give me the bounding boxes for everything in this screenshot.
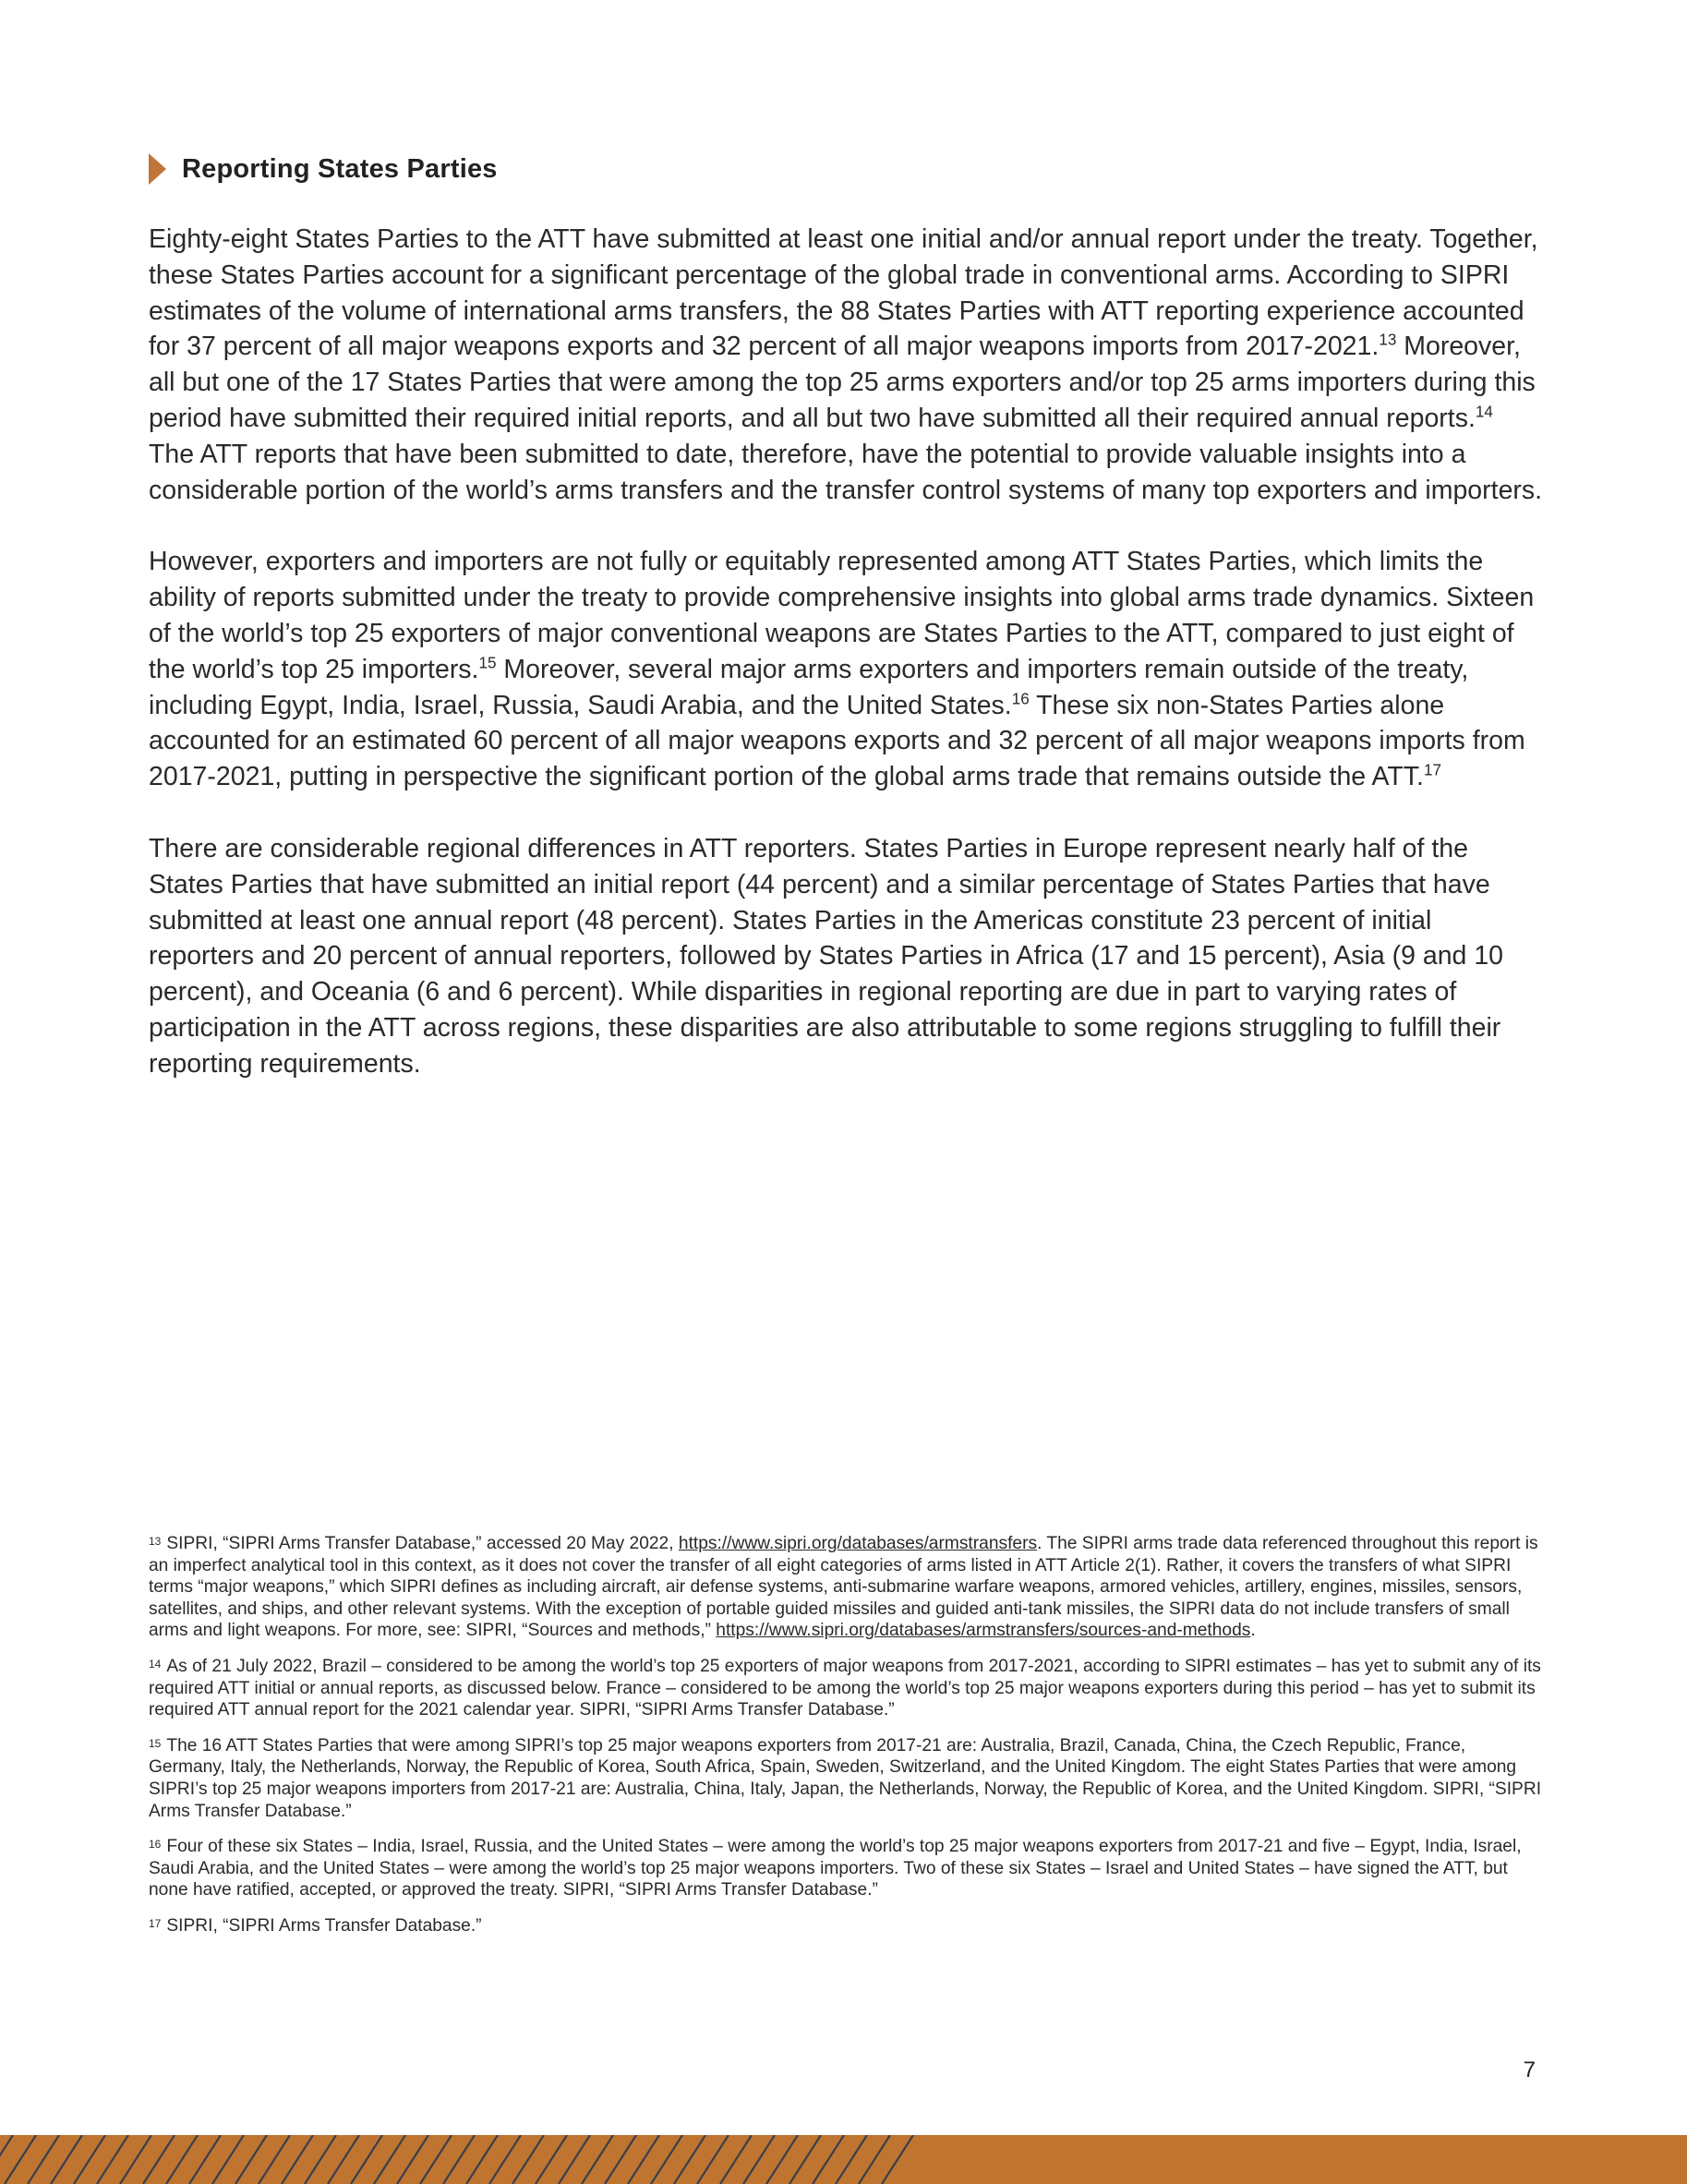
footnote-reference: 15 (478, 654, 497, 672)
paragraph-text: However, exporters and importers are not fully or equitably represented among ATT States Parties, which limits the ability of reports submitted under the treaty to provide comprehensive insights into global arms trade dynamics. Sixteen of the world’s top 25 exporters of major conventional weapons are States Parties to the ATT, compared to just eight of the world’s top 25 importers. (149, 547, 1535, 684)
footnote-number: 17 (149, 1916, 162, 1930)
footnote-reference: 16 (1011, 690, 1030, 708)
paragraph-text: The ATT reports that have been submitted to date, therefore, have the potential to provide valuable insights into a considerable portion of the world’s arms transfers and the transfer control systems of many top exporters and importers. (149, 439, 1543, 505)
paragraph-text: There are considerable regional differences in ATT reporters. States Parties in Europe represent nearly half of the States Parties that have submitted an initial report (44 percent) and a similar percentage of States Parties that have submitted at least one annual report (48 percent). States Parties in the Americas constitute 23 percent of initial reporters and 20 percent of annual reporters, followed by States Parties in Africa (17 and 15 percent), Asia (9 and 10 percent), and Oceania (6 and 6 percent). While disparities in regional reporting are due in part to varying rates of participation in the ATT across regions, these disparities are also attributable to some regions struggling to fulfill their reporting requirements. (149, 833, 1504, 1079)
body-text (149, 222, 1543, 1118)
section-title: Reporting States Parties (182, 153, 498, 184)
footnote-number: 13 (149, 1535, 162, 1548)
triangle-bullet-icon (149, 153, 166, 185)
footnote-reference: 13 (1379, 331, 1397, 349)
footnote-number: 15 (149, 1736, 162, 1750)
footnote (149, 1836, 1543, 1901)
footnotes (149, 1533, 1543, 1951)
body-paragraph (149, 222, 1543, 508)
hatch-stripe (0, 2135, 13, 2184)
footnote-text: . The SIPRI arms trade data referenced throughout this report is an imperfect analytical tool in this context, as it does not cover the transfer of all eight categories of arms listed in ATT Article 2(1). Rather, it covers the transfers of what SIPRI terms “major weapons,” which SIPRI defines as including aircraft, air defense systems, anti-submarine warfare weapons, armored vehicles, artillery, engines, missiles, sensors, satellites, and ships, and other relevant systems. With the exception of portable guided missiles and guided anti-tank missiles, the SIPRI data do not include transfers of small arms and light weapons. For more, see: SIPRI, “Sources and methods,” (149, 1534, 1538, 1641)
page-number: 7 (1523, 2057, 1536, 2082)
paragraph-text: Eighty-eight States Parties to the ATT have submitted at least one initial and/or annual report under the treaty. Together, these States Parties account for a significant percentage of the global trade in conventional arms. According to SIPRI estimates of the volume of international arms transfers, the 88 States Parties with ATT reporting experience accounted for 37 percent of all major weapons exports and 32 percent of all major weapons imports from 2017-2021. (149, 224, 1538, 362)
footnote (149, 1533, 1543, 1642)
footnote (149, 1656, 1543, 1721)
footnote-number: 16 (149, 1838, 162, 1852)
footnote-number: 14 (149, 1657, 162, 1671)
paragraph-text: These six non-States Parties alone accounted for an estimated 60 percent of all major weapons exports and 32 percent of all major weapons imports from 2017-2021, putting in perspective the significant portion of the global arms trade that remains outside the ATT. (149, 690, 1525, 792)
footnote-link[interactable]: https://www.sipri.org/databases/armstransfers (678, 1534, 1038, 1553)
decorative-footer-band (0, 2135, 1687, 2184)
body-paragraph (149, 544, 1543, 795)
footnote-text: As of 21 July 2022, Brazil – considered to be among the world’s top 25 exporters of major weapons from 2017-2021, according to SIPRI estimates – has yet to submit any of its required ATT initial or annual reports, as discussed below. France – considered to be among the world’s top 25 major weapons exporters during this period – has yet to submit its required ATT annual report for the 2021 calendar year. SIPRI, “SIPRI Arms Transfer Database.” (149, 1656, 1541, 1720)
paragraph-text: Moreover, several major arms exporters and importers remain outside of the treaty, including Egypt, India, Israel, Russia, Saudi Arabia, and the United States. (149, 654, 1469, 720)
footnote (149, 1915, 1543, 1937)
section-heading (149, 153, 498, 185)
footnote-text: . (1250, 1621, 1256, 1641)
paragraph-text: Moreover, all but one of the 17 States Parties that were among the top 25 arms exporters and/or top 25 arms importers during this period have submitted their required initial reports, and all but two have submitted all their required annual reports. (149, 332, 1536, 433)
footnote-text: SIPRI, “SIPRI Arms Transfer Database.” (166, 1915, 482, 1936)
hatch-pattern-icon (0, 2135, 1687, 2184)
body-paragraph (149, 831, 1543, 1082)
footnote (149, 1735, 1543, 1822)
footnote-text: Four of these six States – India, Israel, Russia, and the United States – were among the world’s top 25 major weapons exporters from 2017-21 and five – Egypt, India, Israel, Saudi Arabia, and the United States – were among the world’s top 25 major weapons importers. Two of these six States – Israel and United States – have signed the ATT, but none have ratified, accepted, or approved the treaty. SIPRI, “SIPRI Arms Transfer Database.” (149, 1837, 1522, 1900)
footnote-reference: 14 (1475, 403, 1493, 421)
footnote-reference: 17 (1423, 761, 1441, 779)
footnote-text: SIPRI, “SIPRI Arms Transfer Database,” accessed 20 May 2022, (166, 1534, 679, 1553)
footnote-link[interactable]: https://www.sipri.org/databases/armstransfers/sources-and-methods (716, 1621, 1251, 1641)
footnote-text: The 16 ATT States Parties that were among SIPRI’s top 25 major weapons exporters from 2017-21 are: Australia, Brazil, Canada, China, the Czech Republic, France, Germany, Italy, the Netherlands, Norway, the Republic of Korea, South Africa, Spain, Sweden, Switzerland, and the United Kingdom. The eight States Parties that were among SIPRI’s top 25 major weapons importers from 2017-21 are: Australia, China, Italy, Japan, the Netherlands, Norway, the Republic of Korea, and the United Kingdom. SIPRI, “SIPRI Arms Transfer Database.” (149, 1735, 1542, 1821)
